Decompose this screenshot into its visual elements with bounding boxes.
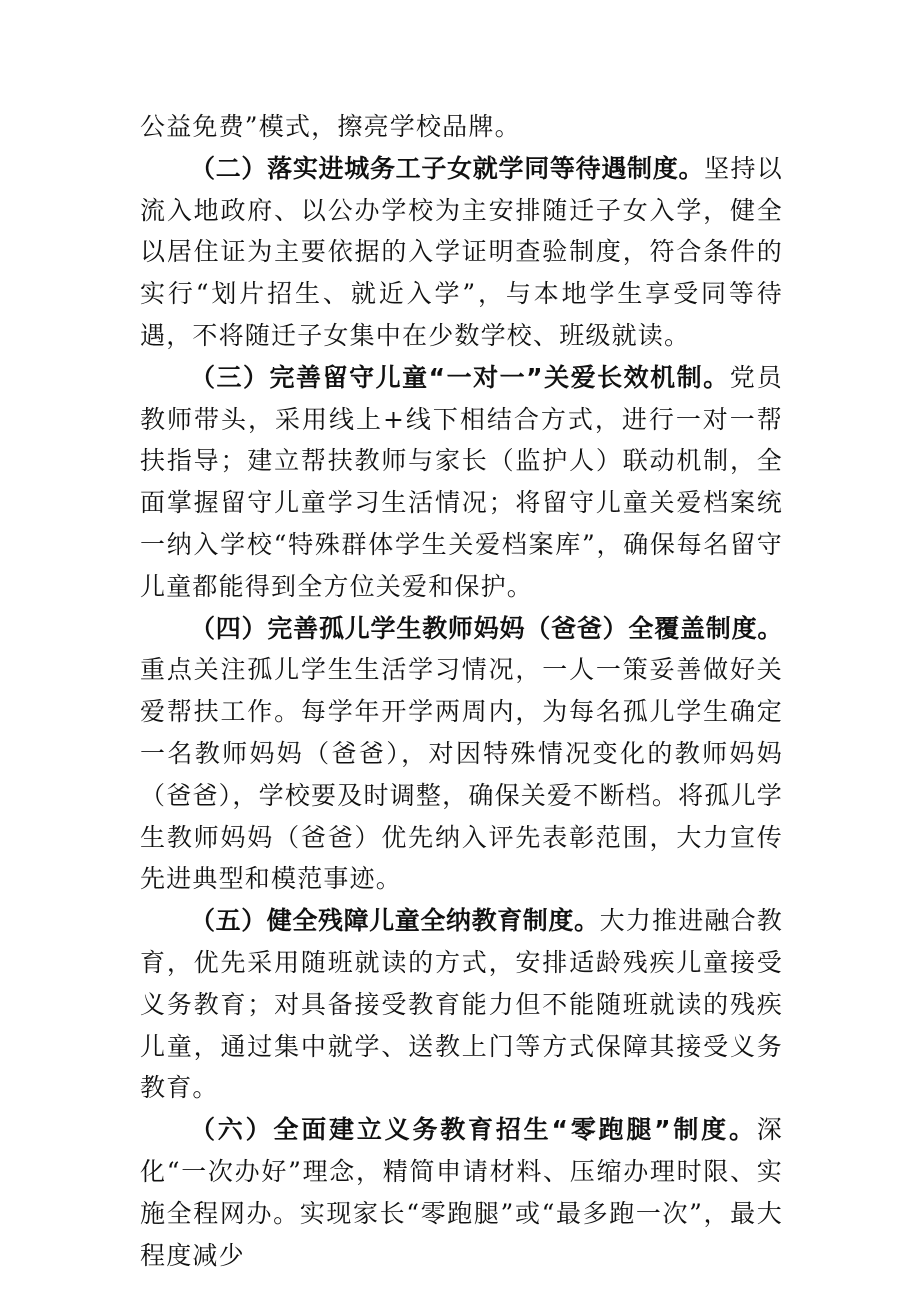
paragraph-text: 大力推进融合教育，优先采用随班就读的方式，安排适龄残疾儿童接受义务教育；对具备接受教育能力但不能随班就读的残疾儿童，通过集中就学、送教上门等方式保障其接受义务教育。 bbox=[140, 906, 784, 1103]
paragraph-text: 坚持以流入地政府、以公办学校为主安排随迁子女入学，健全以居住证为主要依据的入学证明查验制度，符合条件的实行“划片招生、就近入学”，与本地学生享受同等待遇，不将随迁子女集中在少数学校、班级就读。 bbox=[140, 153, 783, 350]
paragraph-text: 深化“一次办好”理念，精简申请材料、压缩办理时限、实施全程网办。实现家长“零跑腿”或“最多跑一次”，最大程度减少 bbox=[140, 1115, 783, 1270]
section-heading: （四）完善孤儿学生教师妈妈（爸爸）全覆盖制度。 bbox=[190, 613, 783, 643]
paragraph-orphan-students bbox=[140, 608, 783, 901]
section-heading: （二）落实进城务工子女就学同等待遇制度。 bbox=[190, 153, 705, 183]
paragraph-continuation bbox=[140, 106, 783, 148]
paragraph-zero-errand-enrollment bbox=[140, 1109, 783, 1276]
section-heading: （五）健全残障儿童全纳教育制度。 bbox=[190, 906, 600, 936]
paragraph-text: 重点关注孤儿学生生活学习情况，一人一策妥善做好关爱帮扶工作。每学年开学两周内，为每名孤儿学生确定一名教师妈妈（爸爸），对因特殊情况变化的教师妈妈（爸爸），学校要及时调整，确保关爱不断档。将孤儿学生教师妈妈（爸爸）优先纳入评先表彰范围，大力宣传先进典型和模范事迹。 bbox=[140, 655, 783, 894]
section-heading: （六）全面建立义务教育招生“零跑腿”制度。 bbox=[190, 1115, 757, 1145]
paragraph-text: 公益免费”模式，擦亮学校品牌。 bbox=[140, 112, 521, 141]
paragraph-disabled-children bbox=[140, 900, 783, 1109]
section-heading: （三）完善留守儿童“一对一”关爱长效机制。 bbox=[190, 362, 730, 392]
paragraph-migrant-children bbox=[140, 148, 783, 357]
document-body bbox=[140, 106, 783, 1276]
paragraph-text: 党员教师带头，采用线上+线下相结合方式，进行一对一帮扶指导；建立帮扶教师与家长（监护人）联动机制，全面掌握留守儿童学习生活情况；将留守儿童关爱档案统一纳入学校“特殊群体学生关爱档案库”，确保每名留守儿童都能得到全方位关爱和保护。 bbox=[140, 362, 784, 601]
paragraph-left-behind-children bbox=[140, 357, 783, 608]
